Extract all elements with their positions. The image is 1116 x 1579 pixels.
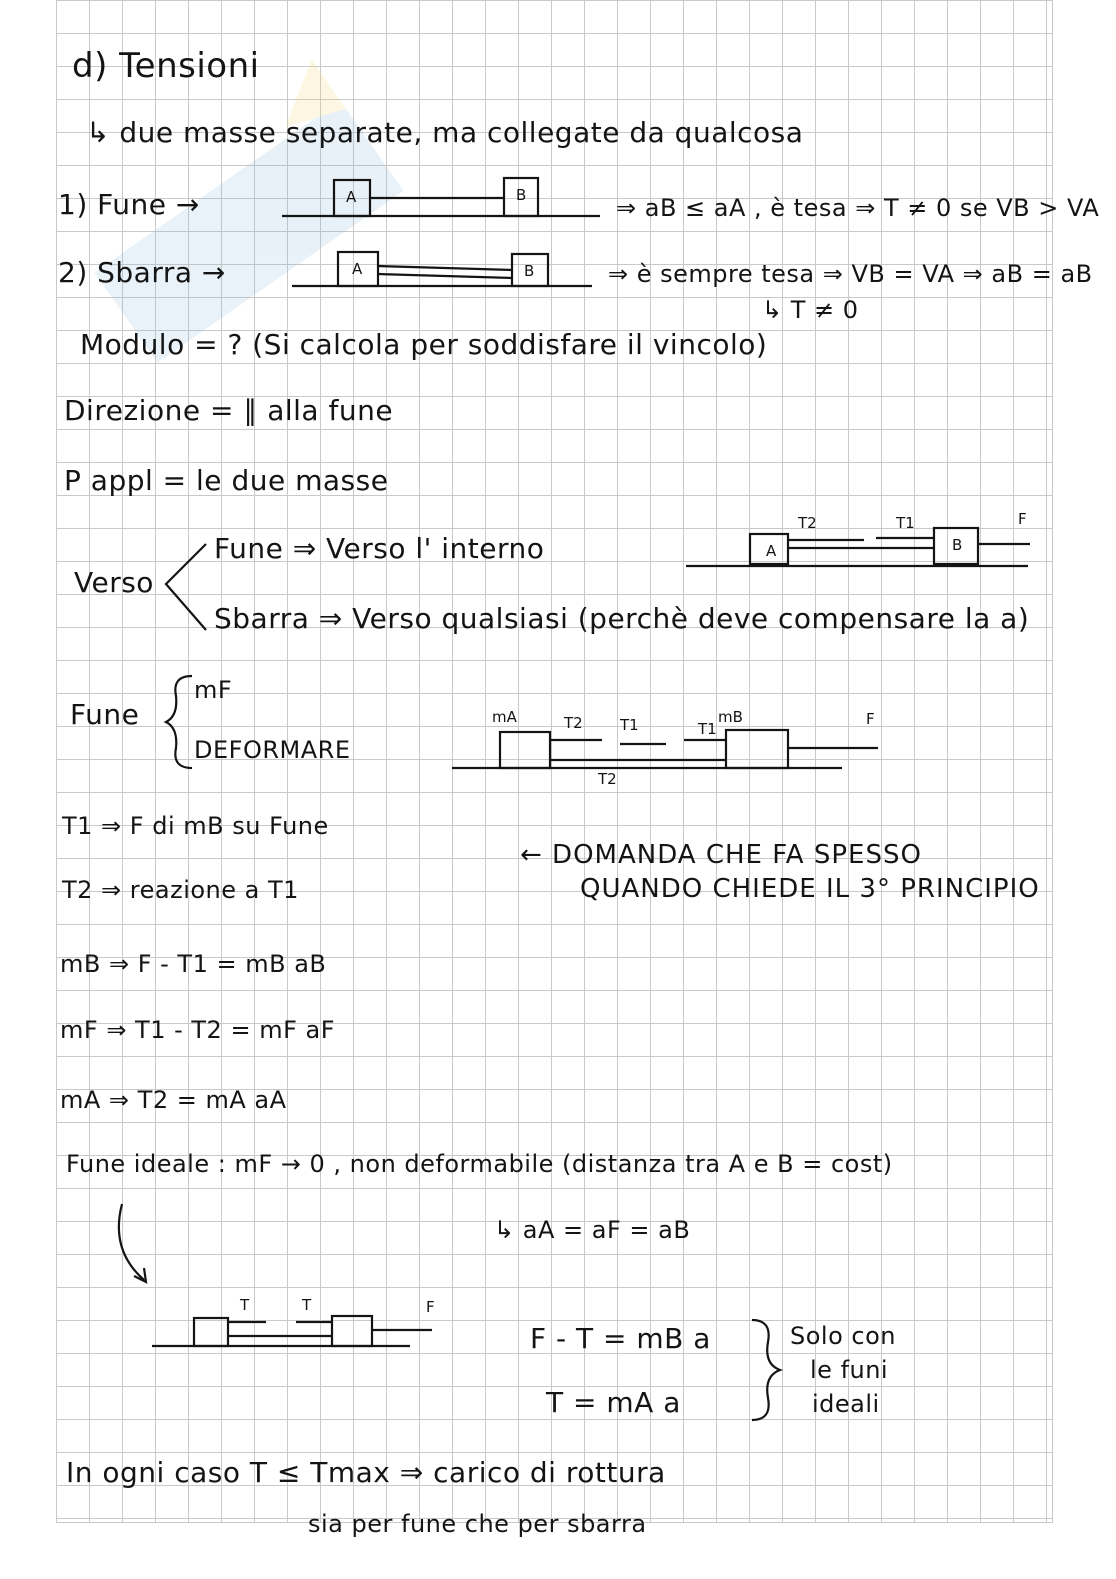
sbarra-t: ↳ T ≠ 0 xyxy=(762,296,859,324)
block-b-label: B xyxy=(516,186,527,204)
svg-text:T1: T1 xyxy=(698,720,717,738)
svg-text:mB: mB xyxy=(718,708,743,726)
verso-sbarra: Sbarra ⇒ Verso qualsiasi (perchè deve compensare la a) xyxy=(214,602,1030,635)
svg-text:B: B xyxy=(524,262,535,280)
in-ogni-caso-text: In ogni caso T ≤ Tmax ⇒ carico di rottura xyxy=(66,1456,666,1489)
ideal-equation-2: T = mA a xyxy=(546,1386,681,1419)
fune-brace-mf: mF xyxy=(194,676,233,704)
ideal-equation-1: F - T = mB a xyxy=(530,1322,711,1355)
t1-definition: T1 ⇒ F di mB su Fune xyxy=(62,812,329,840)
domanda-note-2: QUANDO CHIEDE IL 3° PRINCIPIO xyxy=(580,874,1040,904)
svg-text:T2: T2 xyxy=(798,514,817,532)
svg-text:A: A xyxy=(766,542,777,560)
sbarra-result: ⇒ è sempre tesa ⇒ VB = VA ⇒ aB = aB xyxy=(608,260,1093,288)
direzione-text: Direzione = ∥ alla fune xyxy=(64,394,394,427)
verso-label: Verso xyxy=(74,566,154,599)
svg-text:T1: T1 xyxy=(620,716,639,734)
section-title: d) Tensioni xyxy=(72,46,260,86)
domanda-note-1: ← DOMANDA CHE FA SPESSO xyxy=(520,840,922,870)
t2-definition: T2 ⇒ reazione a T1 xyxy=(62,876,299,904)
curved-arrow xyxy=(110,1200,160,1300)
svg-text:T2: T2 xyxy=(598,770,617,788)
fune-diagram xyxy=(282,170,612,230)
fune-label: 1) Fune → xyxy=(58,188,200,221)
svg-text:F: F xyxy=(1018,510,1027,528)
fune-result: ⇒ aB ≤ aA , è tesa ⇒ T ≠ 0 se VB > VA xyxy=(616,194,1100,222)
modulo-text: Modulo = ? (Si calcola per soddisfare il vincolo) xyxy=(80,328,768,361)
solo-con-2: le funi xyxy=(810,1356,889,1384)
verso-brace xyxy=(156,540,216,640)
sia-per-text: sia per fune che per sbarra xyxy=(308,1510,647,1538)
svg-text:B: B xyxy=(952,536,963,554)
ideal-brace xyxy=(746,1316,786,1426)
verso-fune: Fune ⇒ Verso l' interno xyxy=(214,532,545,565)
equation-ma: mA ⇒ T2 = mA aA xyxy=(60,1086,287,1114)
verso-diagram xyxy=(686,500,1046,580)
fune-forces-diagram xyxy=(452,700,892,790)
sbarra-diagram xyxy=(292,242,602,292)
svg-text:mA: mA xyxy=(492,708,517,726)
fune-brace-deformare: DEFORMARE xyxy=(194,736,351,764)
svg-text:T2: T2 xyxy=(564,714,583,732)
equation-mb: mB ⇒ F - T1 = mB aB xyxy=(60,950,327,978)
solo-con-1: Solo con xyxy=(790,1322,896,1350)
svg-text:T1: T1 xyxy=(896,514,915,532)
intro-text: ↳ due masse separate, ma collegate da qualcosa xyxy=(86,116,804,149)
ideal-rope-diagram xyxy=(152,1290,452,1360)
svg-text:T: T xyxy=(240,1296,250,1314)
svg-text:A: A xyxy=(352,260,363,278)
svg-text:T: T xyxy=(302,1296,312,1314)
fune-ideale-text: Fune ideale : mF → 0 , non deformabile (distanza tra A e B = cost) xyxy=(66,1150,893,1178)
fune-brace-label: Fune xyxy=(70,698,140,731)
sbarra-label: 2) Sbarra → xyxy=(58,256,226,289)
svg-text:F: F xyxy=(426,1298,435,1316)
solo-con-3: ideali xyxy=(812,1390,880,1418)
p-appl-text: P appl = le due masse xyxy=(64,464,389,497)
equation-mf: mF ⇒ T1 - T2 = mF aF xyxy=(60,1016,336,1044)
accel-equation: ↳ aA = aF = aB xyxy=(494,1216,691,1244)
block-a-label: A xyxy=(346,188,357,206)
svg-text:F: F xyxy=(866,710,875,728)
